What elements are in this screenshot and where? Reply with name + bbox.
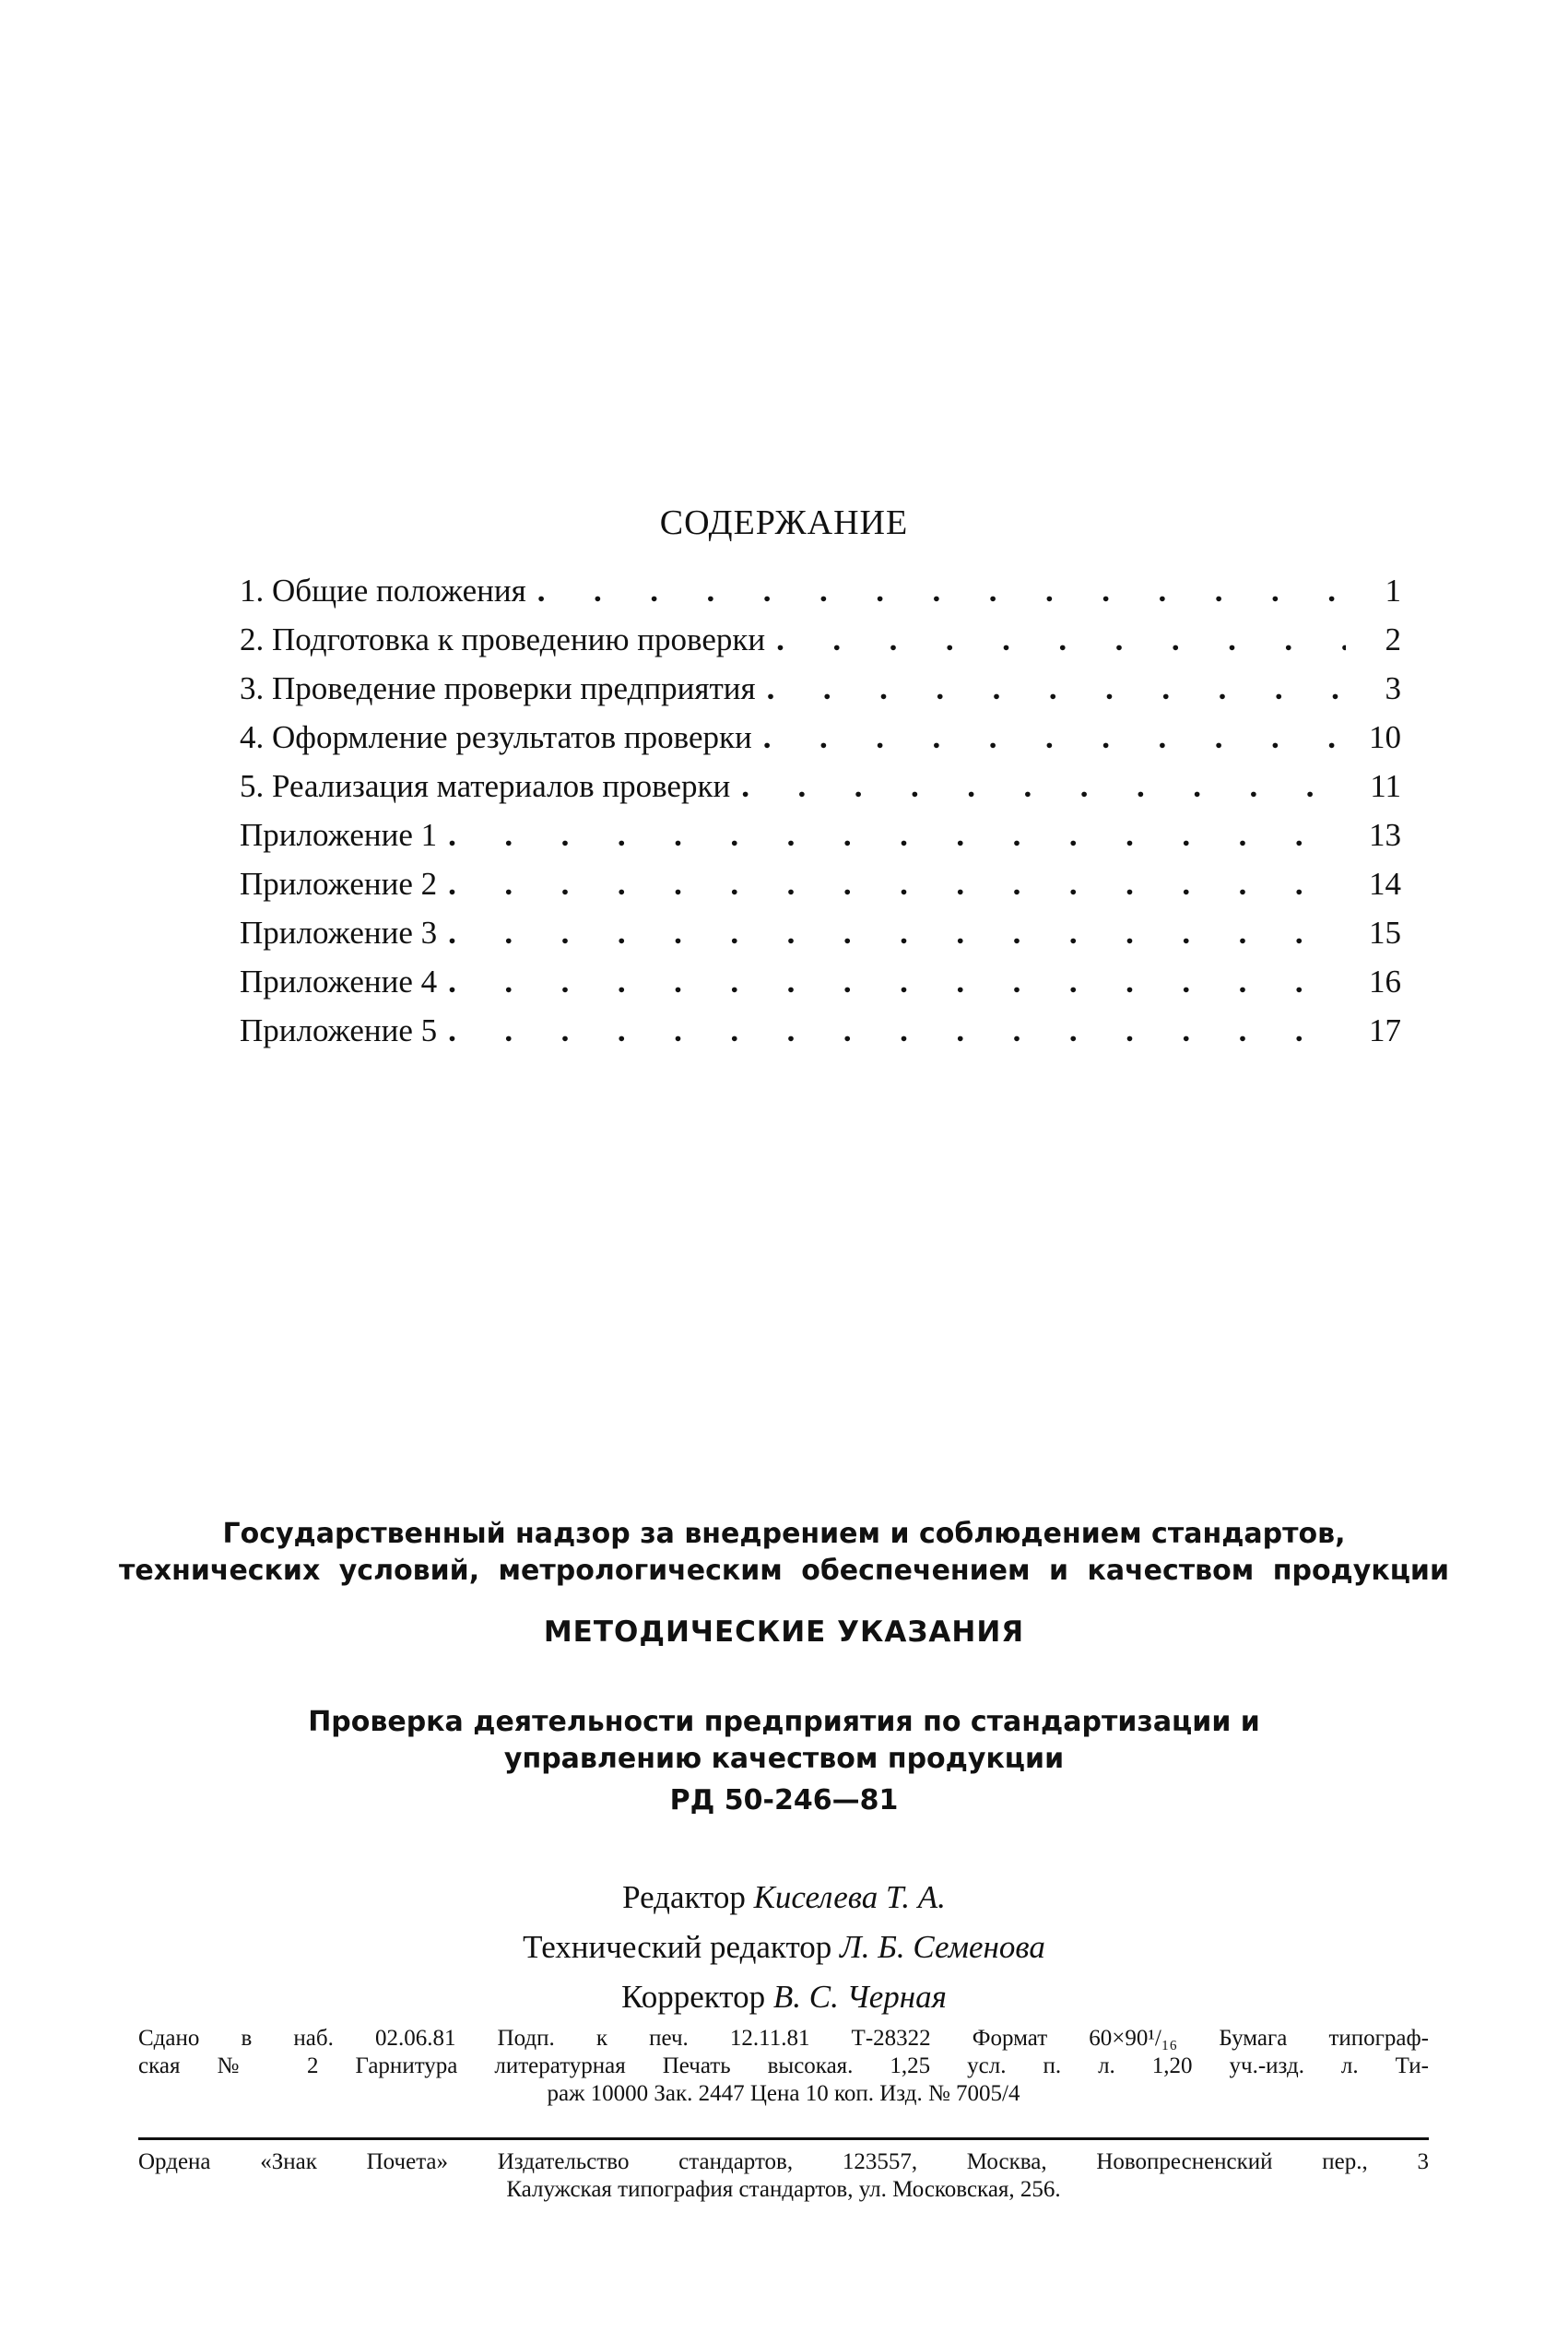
- tech-editor-name: Л. Б. Семенова: [840, 1929, 1045, 1965]
- document-title-line-1: Проверка деятельности предприятия по стандартизации и: [308, 1706, 1260, 1738]
- toc-item: [240, 957, 1401, 1006]
- toc-item-label: 2. Подготовка к проведению проверки: [240, 621, 766, 657]
- toc-item-label: Приложение 1: [240, 817, 438, 853]
- tech-editor-credit: [0, 1923, 1568, 1972]
- proofreader-role: Корректор: [621, 1979, 766, 2015]
- toc-leader-dots: [437, 908, 1346, 957]
- print-data-line-2: ская № 2 Гарнитура литературная Печать высокая. 1,25 усл. п. л. 1,20 уч.-изд. л. Ти-: [138, 2053, 1429, 2078]
- publisher-line-1: Ордена «Знак Почета» Издательство стандартов, 123557, Москва, Новопресненский пер., 3: [138, 2149, 1429, 2174]
- print-data-line-1: Сдано в наб. 02.06.81 Подп. к печ. 12.11.81 Т-28322 Формат 60×90¹/₁₆ Бумага типограф-: [138, 2026, 1429, 2051]
- publisher-line-2: Калужская типография стандартов, ул. Московская, 256.: [506, 2177, 1061, 2202]
- publisher-info: [138, 2148, 1429, 2204]
- toc-item: [240, 1006, 1401, 1055]
- toc-item-label: 3. Проведение проверки предприятия: [240, 670, 756, 706]
- document-code: РД 50-246—81: [669, 1784, 899, 1816]
- imprint-divider: [138, 2137, 1429, 2140]
- tech-editor-role: Технический редактор: [523, 1929, 832, 1965]
- toc-item: [240, 908, 1401, 957]
- toc-item-label: Приложение 4: [240, 964, 438, 1000]
- toc-item: [240, 566, 1401, 615]
- editor-credit: [0, 1873, 1568, 1923]
- series-line-2: технических условий, метрологическим обеспечением и качеством продукции: [119, 1555, 1449, 1587]
- toc-item-label: Приложение 2: [240, 866, 438, 902]
- editor-name: Киселева Т. А.: [753, 1879, 946, 1915]
- editor-role: Редактор: [622, 1879, 746, 1915]
- toc-leader-dots: [437, 1006, 1346, 1055]
- toc-item-label: Приложение 5: [240, 1012, 438, 1048]
- series-line-1: Государственный надзор за внедрением и соблюдением стандартов,: [222, 1518, 1346, 1550]
- toc-item: [240, 811, 1401, 859]
- toc-item-page: 10: [1369, 719, 1401, 755]
- series-heading: [0, 1516, 1568, 1590]
- toc-leader-dots: [437, 859, 1346, 908]
- table-of-contents: [240, 566, 1401, 1055]
- toc-item-page: 2: [1385, 621, 1401, 657]
- toc-item-label: 1. Общие положения: [240, 573, 526, 609]
- credits: [0, 1873, 1568, 2022]
- toc-leader-dots: [756, 664, 1346, 713]
- toc-item-page: 3: [1385, 670, 1401, 706]
- toc-item: [240, 859, 1401, 908]
- toc-title: СОДЕРЖАНИЕ: [659, 503, 909, 542]
- toc-item-page: 13: [1369, 817, 1401, 853]
- print-data: [138, 2025, 1429, 2108]
- toc-item-label: Приложение 3: [240, 915, 438, 951]
- toc-item: [240, 713, 1401, 762]
- toc-item-page: 14: [1369, 866, 1401, 902]
- toc-leader-dots: [437, 957, 1346, 1006]
- document-title-line-2: управлению качеством продукции: [503, 1743, 1065, 1775]
- document-title: [0, 1704, 1568, 1778]
- document-type: МЕТОДИЧЕСКИЕ УКАЗАНИЯ: [543, 1615, 1025, 1649]
- toc-leader-dots: [526, 566, 1346, 615]
- toc-leader-dots: [752, 713, 1346, 762]
- toc-leader-dots: [730, 762, 1346, 811]
- print-data-line-3: раж 10000 Зак. 2447 Цена 10 коп. Изд. № 7005/4: [547, 2081, 1020, 2106]
- toc-item-page: 17: [1369, 1012, 1401, 1048]
- toc-item-page: 1: [1385, 573, 1401, 609]
- toc-item-label: 4. Оформление результатов проверки: [240, 719, 752, 755]
- toc-item-label: 5. Реализация материалов проверки: [240, 768, 731, 804]
- toc-item-page: 16: [1369, 964, 1401, 1000]
- toc-leader-dots: [765, 615, 1346, 664]
- proofreader-name: В. С. Черная: [772, 1979, 947, 2015]
- toc-item: [240, 664, 1401, 713]
- toc-leader-dots: [437, 811, 1346, 859]
- toc-item-page: 11: [1370, 768, 1401, 804]
- toc-item: [240, 762, 1401, 811]
- proofreader-credit: [0, 1972, 1568, 2022]
- toc-item-page: 15: [1369, 915, 1401, 951]
- toc-item: [240, 615, 1401, 664]
